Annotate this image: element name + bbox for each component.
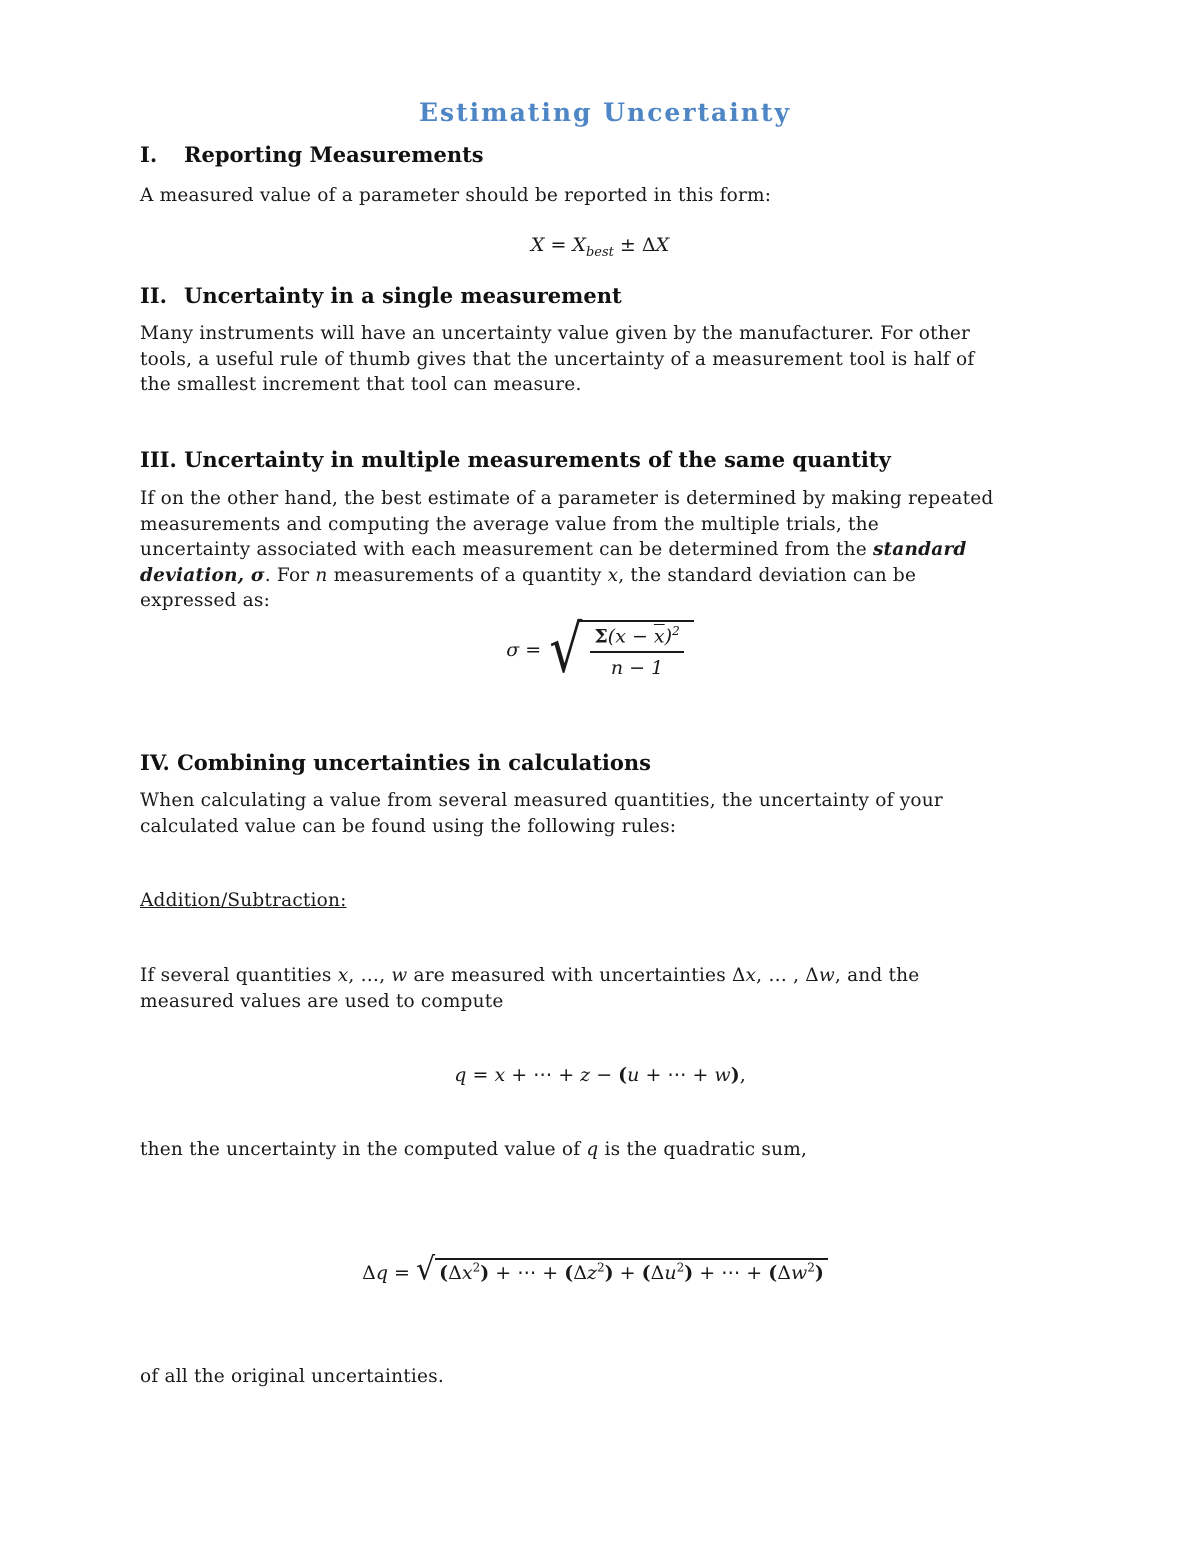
paragraph-line: uncertainty associated with each measurement can be determined from the standard — [140, 539, 967, 560]
section-3-text — [140, 486, 1080, 614]
section-number-3: III. — [140, 447, 177, 472]
section-4-text — [140, 788, 1080, 839]
equation-standard-deviation: σ = √ $\frac{\Sigma(x - \overline{x})^2}{n - 1}$ — [0, 620, 1200, 679]
paragraph-line: of all the original uncertainties. — [140, 1366, 444, 1387]
document-title: Estimating Uncertainty — [418, 98, 791, 127]
then-text — [140, 1137, 1080, 1163]
paragraph-line: then the uncertainty in the computed value of q is the quadratic sum, — [140, 1139, 808, 1160]
section-number-4: IV. — [140, 750, 170, 775]
section-heading-3 — [140, 447, 891, 472]
section-1-text — [140, 183, 1080, 209]
section-heading-2 — [140, 283, 622, 308]
paragraph-line: A measured value of a parameter should be reported in this form: — [140, 185, 772, 206]
section-2-text — [140, 321, 1080, 398]
section-number-2: II. — [140, 283, 167, 308]
equation-reported-form: $X = X_{best} \pm \Delta X$ — [530, 234, 670, 260]
paragraph-line: the smallest increment that tool can measure. — [140, 374, 582, 395]
equation-delta-q: Δq = √ $(\Delta x^2)$ + ⋯ + $(\Delta z^2) + (\Delta u^2)$ + ⋯ + $(\Delta w^2)$ — [0, 1252, 1200, 1287]
section-heading-1 — [140, 142, 484, 167]
paragraph-line: deviation, σ. For n measurements of a quantity x, the standard deviation can be — [140, 564, 917, 586]
paragraph-line: measurements and computing the average value from the multiple trials, the — [140, 513, 879, 535]
section-title-1: Reporting Measurements — [184, 142, 484, 167]
section-title-4: Combining uncertainties in calculations — [177, 750, 652, 775]
paragraph-line: Many instruments will have an uncertainty value given by the manufacturer. For other — [140, 323, 971, 344]
section-title-3: Uncertainty in multiple measurements of the same quantity — [184, 447, 891, 472]
paragraph-line: measured values are used to compute — [140, 990, 504, 1012]
section-heading-4 — [140, 750, 651, 775]
paragraph-line: If several quantities x, …, w are measured with uncertainties Δx, … , Δw, and the — [140, 965, 920, 986]
closing-text — [140, 1364, 1080, 1390]
paragraph-line: tools, a useful rule of thumb gives that the uncertainty of a measurement tool is half of — [140, 348, 975, 370]
rule-text — [140, 963, 1080, 1014]
paragraph-line: calculated value can be found using the following rules: — [140, 815, 677, 837]
equation-q-sum: q = x + ⋯ + z − (u + ⋯ + w), — [454, 1064, 746, 1086]
paragraph-line: When calculating a value from several measured quantities, the uncertainty of your — [140, 790, 943, 811]
section-title-2: Uncertainty in a single measurement — [184, 283, 622, 308]
section-number-1: I. — [140, 142, 158, 167]
paragraph-line: If on the other hand, the best estimate of a parameter is determined by making repeated — [140, 488, 994, 509]
paragraph-line: expressed as: — [140, 590, 271, 611]
standard-deviation-term: standard — [872, 539, 967, 560]
addition-subtraction-subheading: Addition/Subtraction: — [140, 890, 347, 911]
